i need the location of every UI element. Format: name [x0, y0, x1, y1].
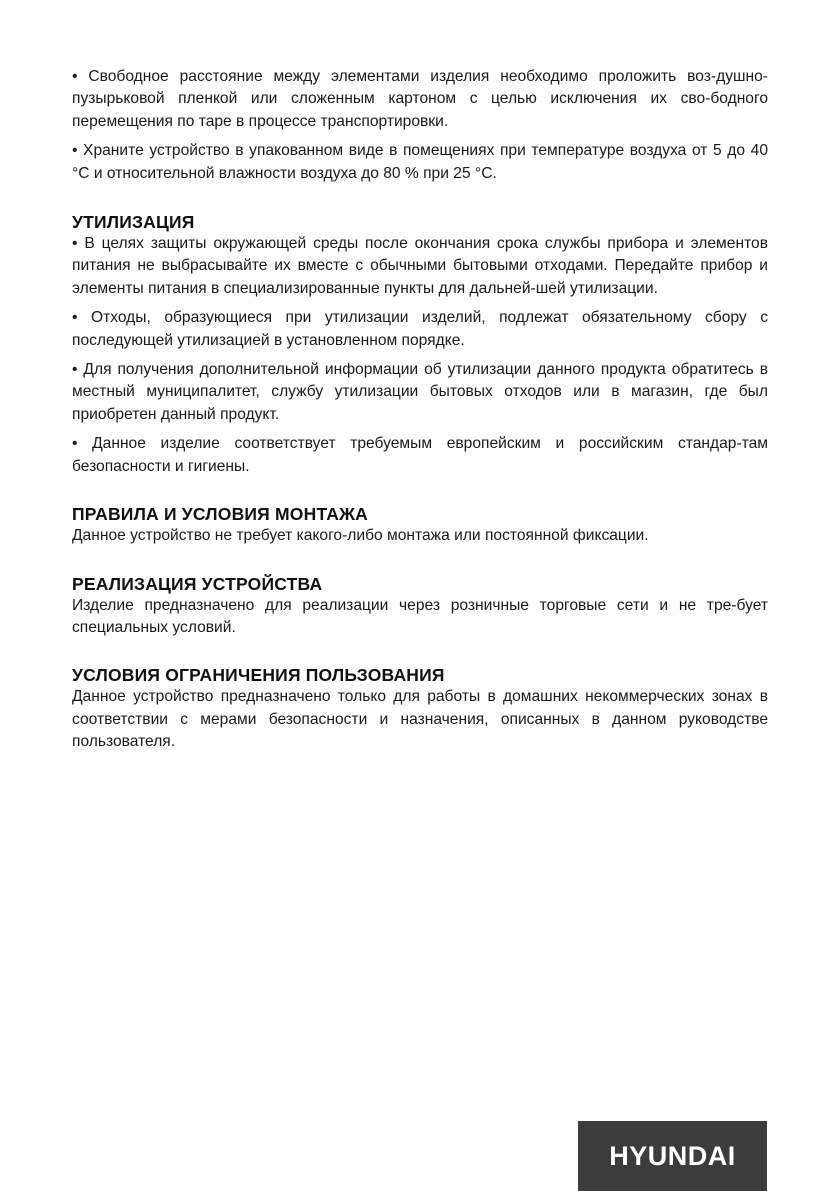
brand-logo: [578, 1121, 767, 1191]
disposal-paragraph-2: • Отходы, образующиеся при утилизации изделий, подлежат обязательному сбору с последующей утилизацией в установленном порядке.: [72, 309, 768, 349]
section-title-disposal: УТИЛИЗАЦИЯ: [72, 212, 195, 233]
usage-restrictions-paragraph-1: Данное устройство предназначено только для работы в домашних некоммерческих зонах в соответствии с мерами безопасности и назначения, описанных в данном руководстве пользователя.: [72, 688, 768, 751]
section-installation: [72, 503, 768, 547]
disposal-paragraph-3: • Для получения дополнительной информации об утилизации данного продукта обратитесь в местный муниципалитет, службу утилизации бытовых отходов или в магазин, где был приобретен данный продукт.: [72, 361, 768, 423]
brand-logo-text: HYUNDAI: [609, 1140, 736, 1171]
disposal-paragraph-4: • Данное изделие соответствует требуемым европейским и российским стандар-там безопасности и гигиены.: [72, 435, 768, 475]
disposal-paragraph-1: • В целях защиты окружающей среды после окончания срока службы прибора и элементов питания не выбрасывайте их вместе с обычными бытовыми отходами. Передайте прибор и элементы питания в специализированные пункты для дальней-шей утилизации.: [72, 235, 768, 297]
section-title-sales: РЕАЛИЗАЦИЯ УСТРОЙСТВА: [72, 573, 323, 594]
section-disposal: [72, 211, 768, 478]
installation-paragraph-1: Данное устройство не требует какого-либо монтажа или постоянной фиксации.: [72, 527, 649, 545]
section-sales: [72, 573, 768, 640]
section-usage-restrictions: [72, 664, 768, 753]
section-title-usage-restrictions: УСЛОВИЯ ОГРАНИЧЕНИЯ ПОЛЬЗОВАНИЯ: [72, 665, 445, 686]
intro-block: [72, 66, 768, 185]
intro-paragraph-2: • Храните устройство в упакованном виде в помещениях при температуре воздуха от 5 до 40 °С и относительной влажности воздуха до 80 % при 25 °С.: [72, 142, 768, 182]
section-title-installation: ПРАВИЛА И УСЛОВИЯ МОНТАЖА: [72, 504, 368, 525]
intro-paragraph-1: • Свободное расстояние между элементами изделия необходимо проложить воз-душно-пузырьковой пленкой или сложенным картоном с целью исключения их сво-бодного перемещения по таре в процессе транспортировки.: [72, 68, 768, 130]
document-body: [72, 66, 768, 761]
sales-paragraph-1: Изделие предназначено для реализации через розничные торговые сети и не тре-бует специальных условий.: [72, 596, 768, 636]
